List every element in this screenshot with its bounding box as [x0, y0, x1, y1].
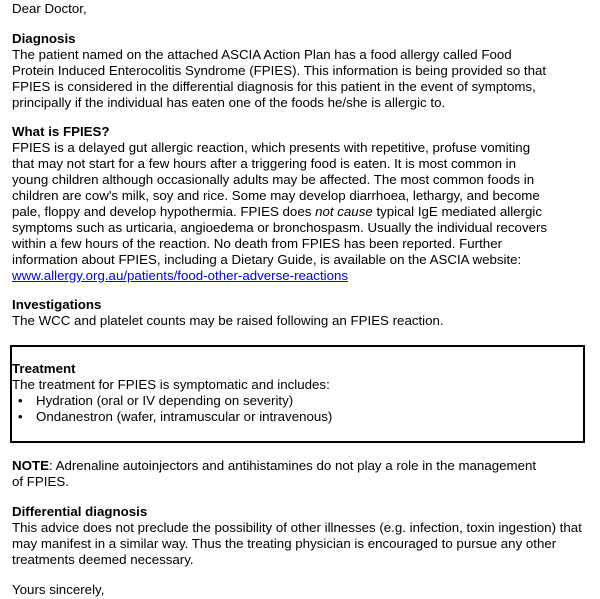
diagnosis-section [12, 31, 600, 111]
treatment-item [12, 393, 332, 409]
note-text: : Adrenaline autoinjectors and antihistamines do not play a role in the management [48, 458, 537, 473]
what-is-fpies-heading: What is FPIES? [12, 124, 110, 139]
investigations-line: The WCC and platelet counts may be raised following an FPIES reaction. [12, 313, 444, 328]
investigations-section [12, 297, 600, 329]
diagnosis-line: The patient named on the attached ASCIA Action Plan has a food allergy called Food [12, 47, 512, 62]
treatment-heading: Treatment [12, 361, 76, 376]
investigations-heading: Investigations [12, 297, 102, 312]
differential-line: This advice does not preclude the possibility of other illnesses (e.g. infection, toxin ingestion) that [12, 520, 582, 535]
what-is-line: children are cow's milk, soy and rice. Some may develop diarrhoea, lethargy, and become [12, 188, 540, 203]
note-label: NOTE [12, 458, 49, 473]
diagnosis-line: Protein Induced Enterocolitis Syndrome (FPIES). This information is being provided so that [12, 63, 547, 78]
what-is-line [12, 204, 600, 220]
diagnosis-line: FPIES is considered in the differential diagnosis for this patient in the event of symptoms, [12, 79, 536, 94]
treatment-intro: The treatment for FPIES is symptomatic and includes: [12, 377, 330, 392]
ascia-website-link[interactable]: www.allergy.org.au/patients/food-other-adverse-reactions [12, 268, 349, 283]
differential-section [12, 504, 600, 568]
treatment-item-text: Ondanestron (wafer, intramuscular or intravenous) [36, 409, 333, 424]
note-section [12, 458, 600, 490]
what-is-line: symptoms such as urticaria, angioedema or bronchospasm. Usually the individual recovers [12, 220, 548, 235]
treatment-item [12, 409, 332, 425]
bullet-icon: • [18, 393, 23, 408]
differential-line: treatments deemed necessary. [12, 552, 194, 567]
what-is-line: that may not start for a few hours after a triggering food is eaten. It is most common in [12, 156, 517, 171]
what-is-line: information about FPIES, including a Dietary Guide, is available on the ASCIA website: [12, 252, 522, 267]
what-is-line: FPIES is a delayed gut allergic reaction, which presents with repetitive, profuse vomiting [12, 140, 531, 155]
diagnosis-line: principally if the individual has eaten one of the foods he/she is allergic to. [12, 95, 446, 110]
what-is-line: within a few hours of the reaction. No death from FPIES has been reported. Further [12, 236, 503, 251]
bullet-icon: • [18, 409, 23, 424]
treatment-box [10, 345, 585, 443]
what-is-line: young children although occasionally adults may be affected. The most common foods in [12, 172, 535, 187]
what-is-fpies-section [12, 124, 600, 284]
differential-line: may manifest in a similar way. Thus the treating physician is encouraged to pursue any other [12, 536, 557, 551]
emphasis-not-cause: not cause [315, 204, 373, 219]
what-is-line-end: typical IgE mediated allergic [372, 204, 542, 219]
note-line: of FPIES. [12, 474, 69, 489]
closing: Yours sincerely, [12, 582, 105, 597]
diagnosis-heading: Diagnosis [12, 31, 76, 46]
what-is-line-start: pale, floppy and develop hypothermia. FPIES does [12, 204, 316, 219]
salutation: Dear Doctor, [12, 1, 87, 16]
note-line [12, 458, 600, 474]
differential-heading: Differential diagnosis [12, 504, 148, 519]
treatment-item-text: Hydration (oral or IV depending on severity) [36, 393, 294, 408]
